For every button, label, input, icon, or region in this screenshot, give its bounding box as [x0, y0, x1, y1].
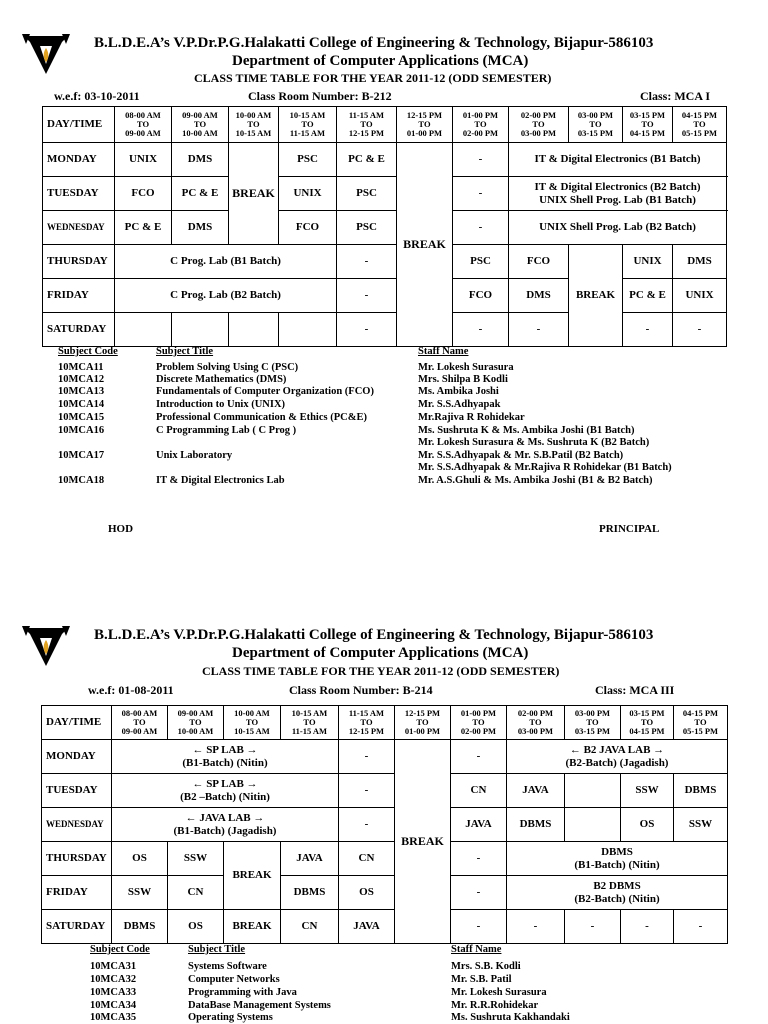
day-wednesday: WEDNESDAY — [42, 808, 112, 842]
time-slot-header: 03-15 PM TO 04-15 PM — [621, 706, 674, 740]
subject-title: Operating Systems — [188, 1012, 273, 1023]
cell: CN — [451, 774, 507, 808]
subject-title: C Programming Lab ( C Prog ) — [156, 425, 297, 436]
subject-staff: Mr. A.S.Ghuli & Ms. Ambika Joshi (B1 & B2 Batch) — [418, 475, 653, 486]
subject-code: 10MCA16 — [58, 425, 105, 436]
institution-name: B.L.D.E.A’s V.P.Dr.P.G.Halakatti College of Engineering & Technology, Bijapur-586103 — [94, 627, 654, 643]
cell: PC & E — [115, 211, 172, 245]
class-name: Class: MCA III — [595, 683, 675, 697]
legend-code-header: Subject Code — [58, 346, 118, 357]
subject-staff: Mr. Lokesh Surasura — [451, 987, 547, 998]
cell: C Prog. Lab (B1 Batch) — [115, 245, 337, 279]
subject-staff: Mrs. Shilpa B Kodli — [418, 374, 508, 385]
cell: - — [339, 808, 395, 842]
hod-signature: HOD — [108, 523, 134, 535]
cell: - — [337, 313, 397, 347]
cell: PSC — [337, 177, 397, 211]
subject-code: 10MCA35 — [90, 1012, 137, 1023]
subject-staff: Ms. Ambika Joshi — [418, 386, 499, 397]
cell: - — [337, 245, 397, 279]
cell: UNIX — [115, 143, 172, 177]
time-slot-header: 10-00 AM TO 10-15 AM — [224, 706, 281, 740]
time-slot-header: 12-15 PM TO 01-00 PM — [395, 706, 451, 740]
day-saturday: SATURDAY — [42, 910, 112, 944]
cell: FCO — [509, 245, 569, 279]
time-slot-header: 09-00 AM TO 10-00 AM — [168, 706, 224, 740]
cell: - — [453, 143, 509, 177]
subject-code: 10MCA17 — [58, 450, 105, 461]
day-tuesday: TUESDAY — [43, 177, 115, 211]
subject-title: Professional Communication & Ethics (PC&E) — [156, 412, 367, 423]
day-monday: MONDAY — [42, 740, 112, 774]
cell: JAVA — [451, 808, 507, 842]
morning-break: BREAK — [224, 842, 281, 910]
cell — [565, 808, 621, 842]
cell: - — [451, 876, 507, 910]
time-slot-header: 12-15 PM TO 01-00 PM — [397, 107, 453, 143]
cell: IT & Digital Electronics (B1 Batch) — [509, 143, 727, 177]
time-slot-header: 04-15 PM TO 05-15 PM — [674, 706, 728, 740]
cell: - — [623, 313, 673, 347]
day-friday: FRIDAY — [42, 876, 112, 910]
legend-staff-header: Staff Name — [451, 944, 502, 955]
time-slot-header: 03-00 PM TO 03-15 PM — [569, 107, 623, 143]
timetable-title: CLASS TIME TABLE FOR THE YEAR 2011-12 (ODD SEMESTER) — [194, 71, 552, 85]
legend-staff-header: Staff Name — [418, 346, 469, 357]
legend-title-header: Subject Title — [188, 944, 246, 955]
day-time-header: DAY/TIME — [42, 706, 112, 740]
subject-staff: Mr. S.S.Adhyapak & Mr.Rajiva R Rohidekar (B1 Batch) — [418, 462, 672, 473]
time-slot-header: 03-15 PM TO 04-15 PM — [623, 107, 673, 143]
subject-title: Introduction to Unix (UNIX) — [156, 399, 286, 410]
cell: JAVA — [507, 774, 565, 808]
cell: PC & E — [623, 279, 673, 313]
subject-staff: Mr.Rajiva R Rohidekar — [418, 412, 525, 423]
cell: - — [451, 740, 507, 774]
cell: C Prog. Lab (B2 Batch) — [115, 279, 337, 313]
wef-date: w.e.f: 03-10-2011 — [54, 89, 140, 103]
subject-staff: Mr. S.S.Adhyapak — [418, 399, 501, 410]
cell: DBMS — [674, 774, 728, 808]
cell: UNIX — [673, 279, 727, 313]
cell: UNIX — [279, 177, 337, 211]
cell: - — [451, 842, 507, 876]
cell: UNIX Shell Prog. Lab (B2 Batch) — [509, 211, 727, 245]
time-slot-header: 01-00 PM TO 02-00 PM — [451, 706, 507, 740]
subject-title: Discrete Mathematics (DMS) — [156, 374, 287, 385]
cell — [565, 774, 621, 808]
college-logo-icon — [20, 624, 72, 668]
cell: - — [565, 910, 621, 944]
cell: ← JAVA LAB → (B1-Batch) (Jagadish) — [112, 808, 339, 842]
subject-staff: Mr. S.S.Adhyapak & Mr. S.B.Patil (B2 Batch) — [418, 450, 624, 461]
cell: OS — [168, 910, 224, 944]
time-slot-header: 01-00 PM TO 02-00 PM — [453, 107, 509, 143]
classroom-number: Class Room Number: B-214 — [289, 683, 433, 697]
lunch-break: BREAK — [397, 143, 453, 347]
cell: - — [453, 313, 509, 347]
department-name: Department of Computer Applications (MCA) — [232, 645, 529, 661]
subject-code: 10MCA31 — [90, 961, 137, 972]
cell: JAVA — [339, 910, 395, 944]
cell: DBMS — [281, 876, 339, 910]
cell: PC & E — [337, 143, 397, 177]
time-slot-header: 09-00 AM TO 10-00 AM — [172, 107, 229, 143]
timetable-title: CLASS TIME TABLE FOR THE YEAR 2011-12 (ODD SEMESTER) — [202, 664, 560, 678]
institution-name: B.L.D.E.A’s V.P.Dr.P.G.Halakatti College of Engineering & Technology, Bijapur-586103 — [94, 35, 654, 51]
subject-code: 10MCA12 — [58, 374, 105, 385]
timetable-grid — [41, 705, 728, 944]
cell: - — [621, 910, 674, 944]
cell: IT & Digital Electronics (B2 Batch) UNIX Shell Prog. Lab (B1 Batch) — [509, 177, 727, 211]
day-monday: MONDAY — [43, 143, 115, 177]
cell: SSW — [168, 842, 224, 876]
subject-title: Fundamentals of Computer Organization (FCO) — [156, 386, 374, 397]
subject-staff: Ms. Sushruta K & Ms. Ambika Joshi (B1 Batch) — [418, 425, 635, 436]
class-name: Class: MCA I — [640, 89, 711, 103]
subject-staff: Mr. R.R.Rohidekar — [451, 1000, 539, 1011]
subject-staff: Mr. Lokesh Surasura & Ms. Sushruta K (B2 Batch) — [418, 437, 650, 448]
subject-title: Unix Laboratory — [156, 450, 233, 461]
subject-title: Computer Networks — [188, 974, 280, 985]
subject-code: 10MCA32 — [90, 974, 137, 985]
time-slot-header: 11-15 AM TO 12-15 PM — [337, 107, 397, 143]
cell: ← B2 JAVA LAB → (B2-Batch) (Jagadish) — [507, 740, 728, 774]
cell: FCO — [453, 279, 509, 313]
time-slot-header: 04-15 PM TO 05-15 PM — [673, 107, 727, 143]
cell: DBMS — [507, 808, 565, 842]
cell: DBMS (B1-Batch) (Nitin) — [507, 842, 728, 876]
time-slot-header: 10-15 AM TO 11-15 AM — [281, 706, 339, 740]
cell: UNIX — [623, 245, 673, 279]
legend-code-header: Subject Code — [90, 944, 150, 955]
cell: - — [453, 177, 509, 211]
day-tuesday: TUESDAY — [42, 774, 112, 808]
subject-staff: Mr. Lokesh Surasura — [418, 362, 514, 373]
time-slot-header: 08-00 AM TO 09-00 AM — [115, 107, 172, 143]
time-slot-header: 10-00 AM TO 10-15 AM — [229, 107, 279, 143]
cell: - — [673, 313, 727, 347]
subject-code: 10MCA18 — [58, 475, 105, 486]
day-friday: FRIDAY — [43, 279, 115, 313]
legend-title-header: Subject Title — [156, 346, 214, 357]
cell: JAVA — [281, 842, 339, 876]
cell: SSW — [674, 808, 728, 842]
cell: - — [509, 313, 569, 347]
subject-code: 10MCA14 — [58, 399, 105, 410]
cell: FCO — [279, 211, 337, 245]
cell: CN — [339, 842, 395, 876]
cell: PSC — [453, 245, 509, 279]
subject-code: 10MCA34 — [90, 1000, 137, 1011]
time-slot-header: 10-15 AM TO 11-15 AM — [279, 107, 337, 143]
cell: B2 DBMS (B2-Batch) (Nitin) — [507, 876, 728, 910]
cell: BREAK — [224, 910, 281, 944]
department-name: Department of Computer Applications (MCA) — [232, 53, 529, 69]
cell: OS — [112, 842, 168, 876]
cell: - — [339, 740, 395, 774]
subject-staff: Mr. S.B. Patil — [451, 974, 512, 985]
cell: PSC — [337, 211, 397, 245]
morning-break: BREAK — [229, 143, 279, 245]
cell: ← SP LAB → (B2 –Batch) (Nitin) — [112, 774, 339, 808]
cell: CN — [281, 910, 339, 944]
cell: DMS — [172, 143, 229, 177]
time-slot-header: 02-00 PM TO 03-00 PM — [509, 107, 569, 143]
classroom-number: Class Room Number: B-212 — [248, 89, 392, 103]
cell: DMS — [673, 245, 727, 279]
cell: SSW — [621, 774, 674, 808]
principal-signature: PRINCIPAL — [599, 523, 660, 535]
cell: PSC — [279, 143, 337, 177]
cell: CN — [168, 876, 224, 910]
cell: - — [339, 774, 395, 808]
cell: - — [453, 211, 509, 245]
cell: FCO — [115, 177, 172, 211]
subject-title: Programming with Java — [188, 987, 297, 998]
time-slot-header: 11-15 AM TO 12-15 PM — [339, 706, 395, 740]
subject-title: IT & Digital Electronics Lab — [156, 475, 285, 486]
day-wednesday: WEDNESDAY — [43, 211, 115, 245]
subject-code: 10MCA13 — [58, 386, 105, 397]
lunch-break: BREAK — [395, 740, 451, 944]
cell: DMS — [172, 211, 229, 245]
subject-staff: Ms. Sushruta Kakhandaki — [451, 1012, 570, 1023]
time-slot-header: 03-00 PM TO 03-15 PM — [565, 706, 621, 740]
cell: SSW — [112, 876, 168, 910]
subject-title: Systems Software — [188, 961, 267, 972]
day-time-header: DAY/TIME — [43, 107, 115, 143]
day-saturday: SATURDAY — [43, 313, 115, 347]
subject-code: 10MCA15 — [58, 412, 105, 423]
cell: DBMS — [112, 910, 168, 944]
cell: - — [674, 910, 728, 944]
day-thursday: THURSDAY — [43, 245, 115, 279]
cell: - — [337, 279, 397, 313]
time-slot-header: 02-00 PM TO 03-00 PM — [507, 706, 565, 740]
cell: ← SP LAB → (B1-Batch) (Nitin) — [112, 740, 339, 774]
cell: - — [451, 910, 507, 944]
subject-title: Problem Solving Using C (PSC) — [156, 362, 299, 373]
cell: OS — [621, 808, 674, 842]
subject-code: 10MCA11 — [58, 362, 104, 373]
subject-staff: Mrs. S.B. Kodli — [451, 961, 521, 972]
cell: DMS — [509, 279, 569, 313]
cell: OS — [339, 876, 395, 910]
cell: PC & E — [172, 177, 229, 211]
wef-date: w.e.f: 01-08-2011 — [88, 683, 174, 697]
day-thursday: THURSDAY — [42, 842, 112, 876]
subject-title: DataBase Management Systems — [188, 1000, 331, 1011]
subject-code: 10MCA33 — [90, 987, 137, 998]
time-slot-header: 08-00 AM TO 09-00 AM — [112, 706, 168, 740]
subject-legend — [0, 944, 768, 1024]
afternoon-break: BREAK — [569, 245, 623, 347]
cell: - — [507, 910, 565, 944]
